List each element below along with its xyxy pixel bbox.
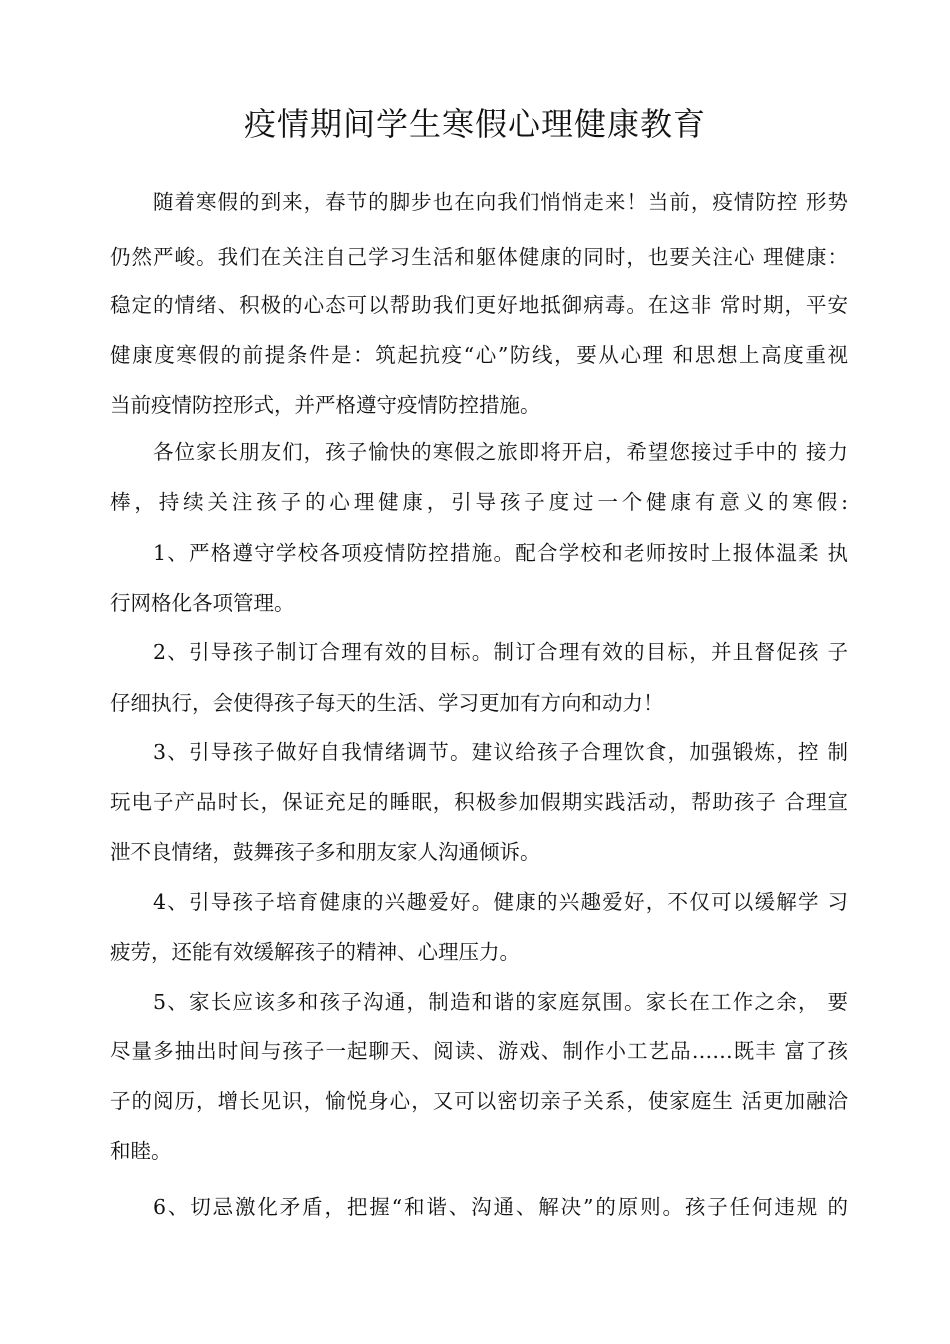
paragraph-line: 棒，持续关注孩子的心理健康，引导孩子度过一个健康有意义的寒假: — [110, 490, 848, 514]
paragraph-line: 1、严格遵守学校各项疫情防控措施。配合学校和老师按时上报体温柔 执 — [153, 541, 848, 565]
paragraph-line: 仍然严峻。我们在关注自己学习生活和躯体健康的同时，也要关注心 理健康： — [110, 245, 848, 269]
paragraph-line: 各位家长朋友们，孩子愉快的寒假之旅即将开启，希望您接过手中的 接力 — [153, 440, 848, 464]
document-title: 疫情期间学生寒假心理健康教育 — [243, 105, 706, 143]
paragraph-line: 6、切忌激化矛盾，把握“和谐、沟通、解决”的原则。孩子任何违规 的 — [153, 1195, 848, 1219]
paragraph-line: 4、引导孩子培育健康的兴趣爱好。健康的兴趣爱好，不仅可以缓解学 习 — [153, 890, 848, 914]
paragraph-line: 仔细执行，会使得孩子每天的生活、学习更加有方向和动力！ — [110, 691, 664, 715]
paragraph-line: 和睦。 — [110, 1139, 172, 1163]
paragraph-line: 2、引导孩子制订合理有效的目标。制订合理有效的目标，并且督促孩 子 — [153, 640, 848, 664]
paragraph-line: 子的阅历，增长见识，愉悦身心，又可以密切亲子关系，使家庭生 活更加融洽 — [110, 1089, 848, 1113]
paragraph-line: 3、引导孩子做好自我情绪调节。建议给孩子合理饮食，加强锻炼，控 制 — [153, 740, 848, 764]
paragraph-line: 5、家长应该多和孩子沟通，制造和谐的家庭氛围。家长在工作之余， 要 — [153, 990, 848, 1014]
paragraph-line: 随着寒假的到来，春节的脚步也在向我们悄悄走来！当前，疫情防控 形势 — [153, 190, 848, 214]
paragraph-line: 行网格化各项管理。 — [110, 591, 295, 615]
paragraph-line: 当前疫情防控形式，并严格遵守疫情防控措施。 — [110, 393, 541, 417]
paragraph-line: 尽量多抽出时间与孩子一起聊天、阅读、游戏、制作小工艺品……既丰 富了孩 — [110, 1039, 848, 1063]
paragraph-line: 泄不良情绪，鼓舞孩子多和朋友家人沟通倾诉。 — [110, 840, 541, 864]
paragraph-line: 疲劳，还能有效缓解孩子的精神、心理压力。 — [110, 940, 520, 964]
paragraph-line: 稳定的情绪、积极的心态可以帮助我们更好地抵御病毒。在这非 常时期，平安 — [110, 293, 848, 317]
paragraph-line: 健康度寒假的前提条件是：筑起抗疫“心”防线，要从心理 和思想上高度重视 — [110, 343, 848, 367]
paragraph-line: 玩电子产品时长，保证充足的睡眠，积极参加假期实践活动，帮助孩子 合理宣 — [110, 790, 848, 814]
